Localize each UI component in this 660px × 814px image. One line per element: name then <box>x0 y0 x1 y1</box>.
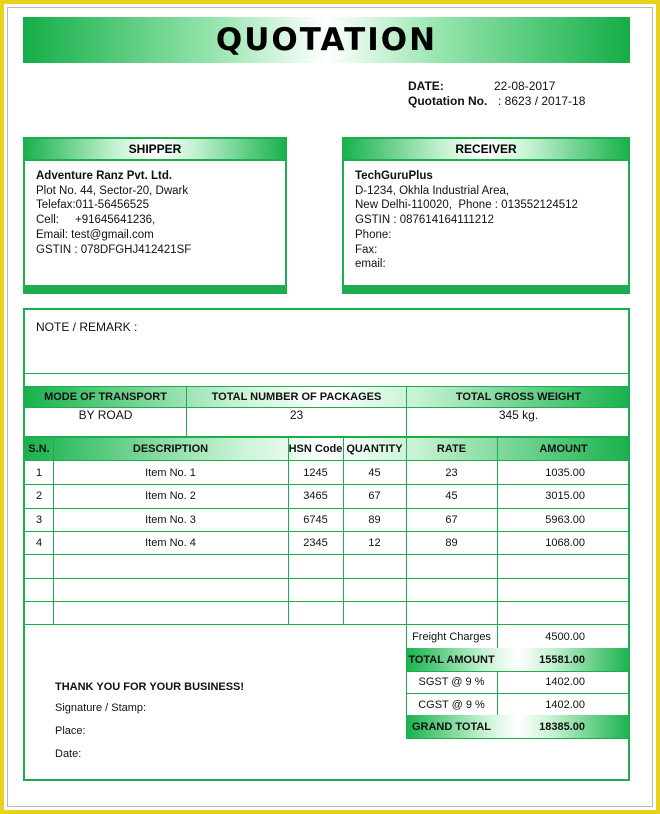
signature-label: Signature / Stamp: <box>55 702 147 714</box>
shipper-heading: SHIPPER <box>25 139 285 161</box>
cell-hsn <box>288 554 343 577</box>
cell-amount <box>497 578 630 601</box>
cell-amount: 3015.00 <box>545 489 585 502</box>
receiver-line: GSTIN : 087614164111212 <box>355 214 494 227</box>
cell-quantity <box>343 601 406 624</box>
cell-rate: 67 <box>445 513 458 526</box>
cell-hsn: 3465 <box>303 489 328 502</box>
receiver-line: D-1234, Okhla Industrial Area, <box>355 184 510 197</box>
receiver-line: New Delhi-110020, Phone : 013552124512 <box>355 199 578 212</box>
gross-weight-value: 345 kg. <box>498 408 539 422</box>
shipper-footer-bar <box>25 285 285 292</box>
quote-meta <box>408 79 585 109</box>
transport-mode-value: BY ROAD <box>78 408 133 422</box>
receiver-name: TechGuruPlus <box>355 170 433 182</box>
totals-value: 15581.00 <box>539 653 585 666</box>
quote-number-label: Quotation No. <box>408 94 488 108</box>
cell-description: Item No. 4 <box>145 536 196 549</box>
gross-weight-header: TOTAL GROSS WEIGHT <box>455 391 582 403</box>
cell-sn: 2 <box>36 489 43 502</box>
quotation-body <box>23 308 630 781</box>
cell-rate <box>406 601 497 624</box>
cell-sn <box>25 554 53 577</box>
cell-sn <box>25 578 53 601</box>
cell-hsn: 6745 <box>303 513 328 526</box>
totals-value: 4500.00 <box>545 630 585 643</box>
date-label: DATE: <box>408 79 444 93</box>
totals-label: SGST @ 9 % <box>418 675 485 688</box>
shipper-line: GSTIN : 078DFGHJ412421SF <box>36 243 192 256</box>
cell-description <box>53 578 288 601</box>
shipper-line: Telefax:011-56456525 <box>36 199 149 212</box>
cell-amount: 5963.00 <box>545 513 585 526</box>
cell-description: Item No. 1 <box>145 466 196 479</box>
cell-hsn: 2345 <box>303 536 328 549</box>
title-bar <box>23 17 630 63</box>
cell-sn: 1 <box>36 466 43 479</box>
cell-quantity: 45 <box>368 466 381 479</box>
shipper-name: Adventure Ranz Pvt. Ltd. <box>36 170 173 182</box>
cell-description: Item No. 3 <box>145 513 196 526</box>
cell-hsn <box>288 578 343 601</box>
cell-rate: 45 <box>445 489 458 502</box>
note-label: NOTE / REMARK : <box>36 320 138 334</box>
packages-header: TOTAL NUMBER OF PACKAGES <box>211 391 382 403</box>
column-header-rate: RATE <box>436 443 467 455</box>
shipper-line: Cell: +91645641236, <box>36 214 156 227</box>
receiver-heading: RECEIVER <box>344 139 628 161</box>
totals-rule <box>406 738 628 739</box>
cell-amount <box>497 554 630 577</box>
quote-number-value: : 8623 / 2017-18 <box>498 94 586 108</box>
cell-amount: 1035.00 <box>545 466 585 479</box>
cell-sn: 4 <box>36 536 43 549</box>
shipper-line: Plot No. 44, Sector-20, Dwark <box>36 184 189 197</box>
totals-label: GRAND TOTAL <box>411 720 492 733</box>
receiver-line: email: <box>355 258 386 271</box>
cell-sn: 3 <box>36 513 43 526</box>
receiver-footer-bar <box>344 285 628 292</box>
cell-quantity <box>343 578 406 601</box>
cell-quantity: 67 <box>368 489 381 502</box>
column-header-hsn: HSN Code <box>288 443 343 455</box>
cell-rate <box>406 578 497 601</box>
cell-quantity <box>343 554 406 577</box>
totals-value: 18385.00 <box>539 720 585 733</box>
totals-label: Freight Charges <box>412 630 491 643</box>
cell-amount: 1068.00 <box>545 536 585 549</box>
cell-description <box>53 554 288 577</box>
column-header-quantity: QUANTITY <box>346 443 403 455</box>
packages-value: 23 <box>289 408 304 422</box>
cell-description <box>53 601 288 624</box>
date-footer-label: Date: <box>55 748 82 760</box>
cell-description: Item No. 2 <box>145 489 196 502</box>
document-title: QUOTATION <box>215 22 438 58</box>
receiver-line: Phone: <box>355 228 392 241</box>
totals-value: 1402.00 <box>545 675 585 688</box>
date-value: 22-08-2017 <box>494 79 556 93</box>
shipper-box <box>23 137 287 294</box>
column-header-description: DESCRIPTION <box>132 443 209 455</box>
cell-quantity: 12 <box>368 536 381 549</box>
receiver-line: Fax: <box>355 243 378 256</box>
cell-sn <box>25 601 53 624</box>
totals-value: 1402.00 <box>545 698 585 711</box>
transport-mode-header: MODE OF TRANSPORT <box>44 391 167 403</box>
cell-hsn <box>288 601 343 624</box>
totals-label: CGST @ 9 % <box>418 698 485 711</box>
cell-hsn: 1245 <box>303 466 328 479</box>
totals-label: TOTAL AMOUNT <box>408 653 495 666</box>
cell-quantity: 89 <box>368 513 381 526</box>
place-label: Place: <box>55 725 86 737</box>
cell-rate: 23 <box>445 466 458 479</box>
cell-rate: 89 <box>445 536 458 549</box>
thank-you-text: THANK YOU FOR YOUR BUSINESS! <box>55 681 245 693</box>
cell-amount <box>497 601 630 624</box>
cell-rate <box>406 554 497 577</box>
receiver-box <box>342 137 630 294</box>
column-header-amount: AMOUNT <box>539 443 588 455</box>
shipper-line: Email: test@gmail.com <box>36 228 154 241</box>
column-header-sn: S.N. <box>28 443 50 455</box>
divider <box>25 373 628 374</box>
